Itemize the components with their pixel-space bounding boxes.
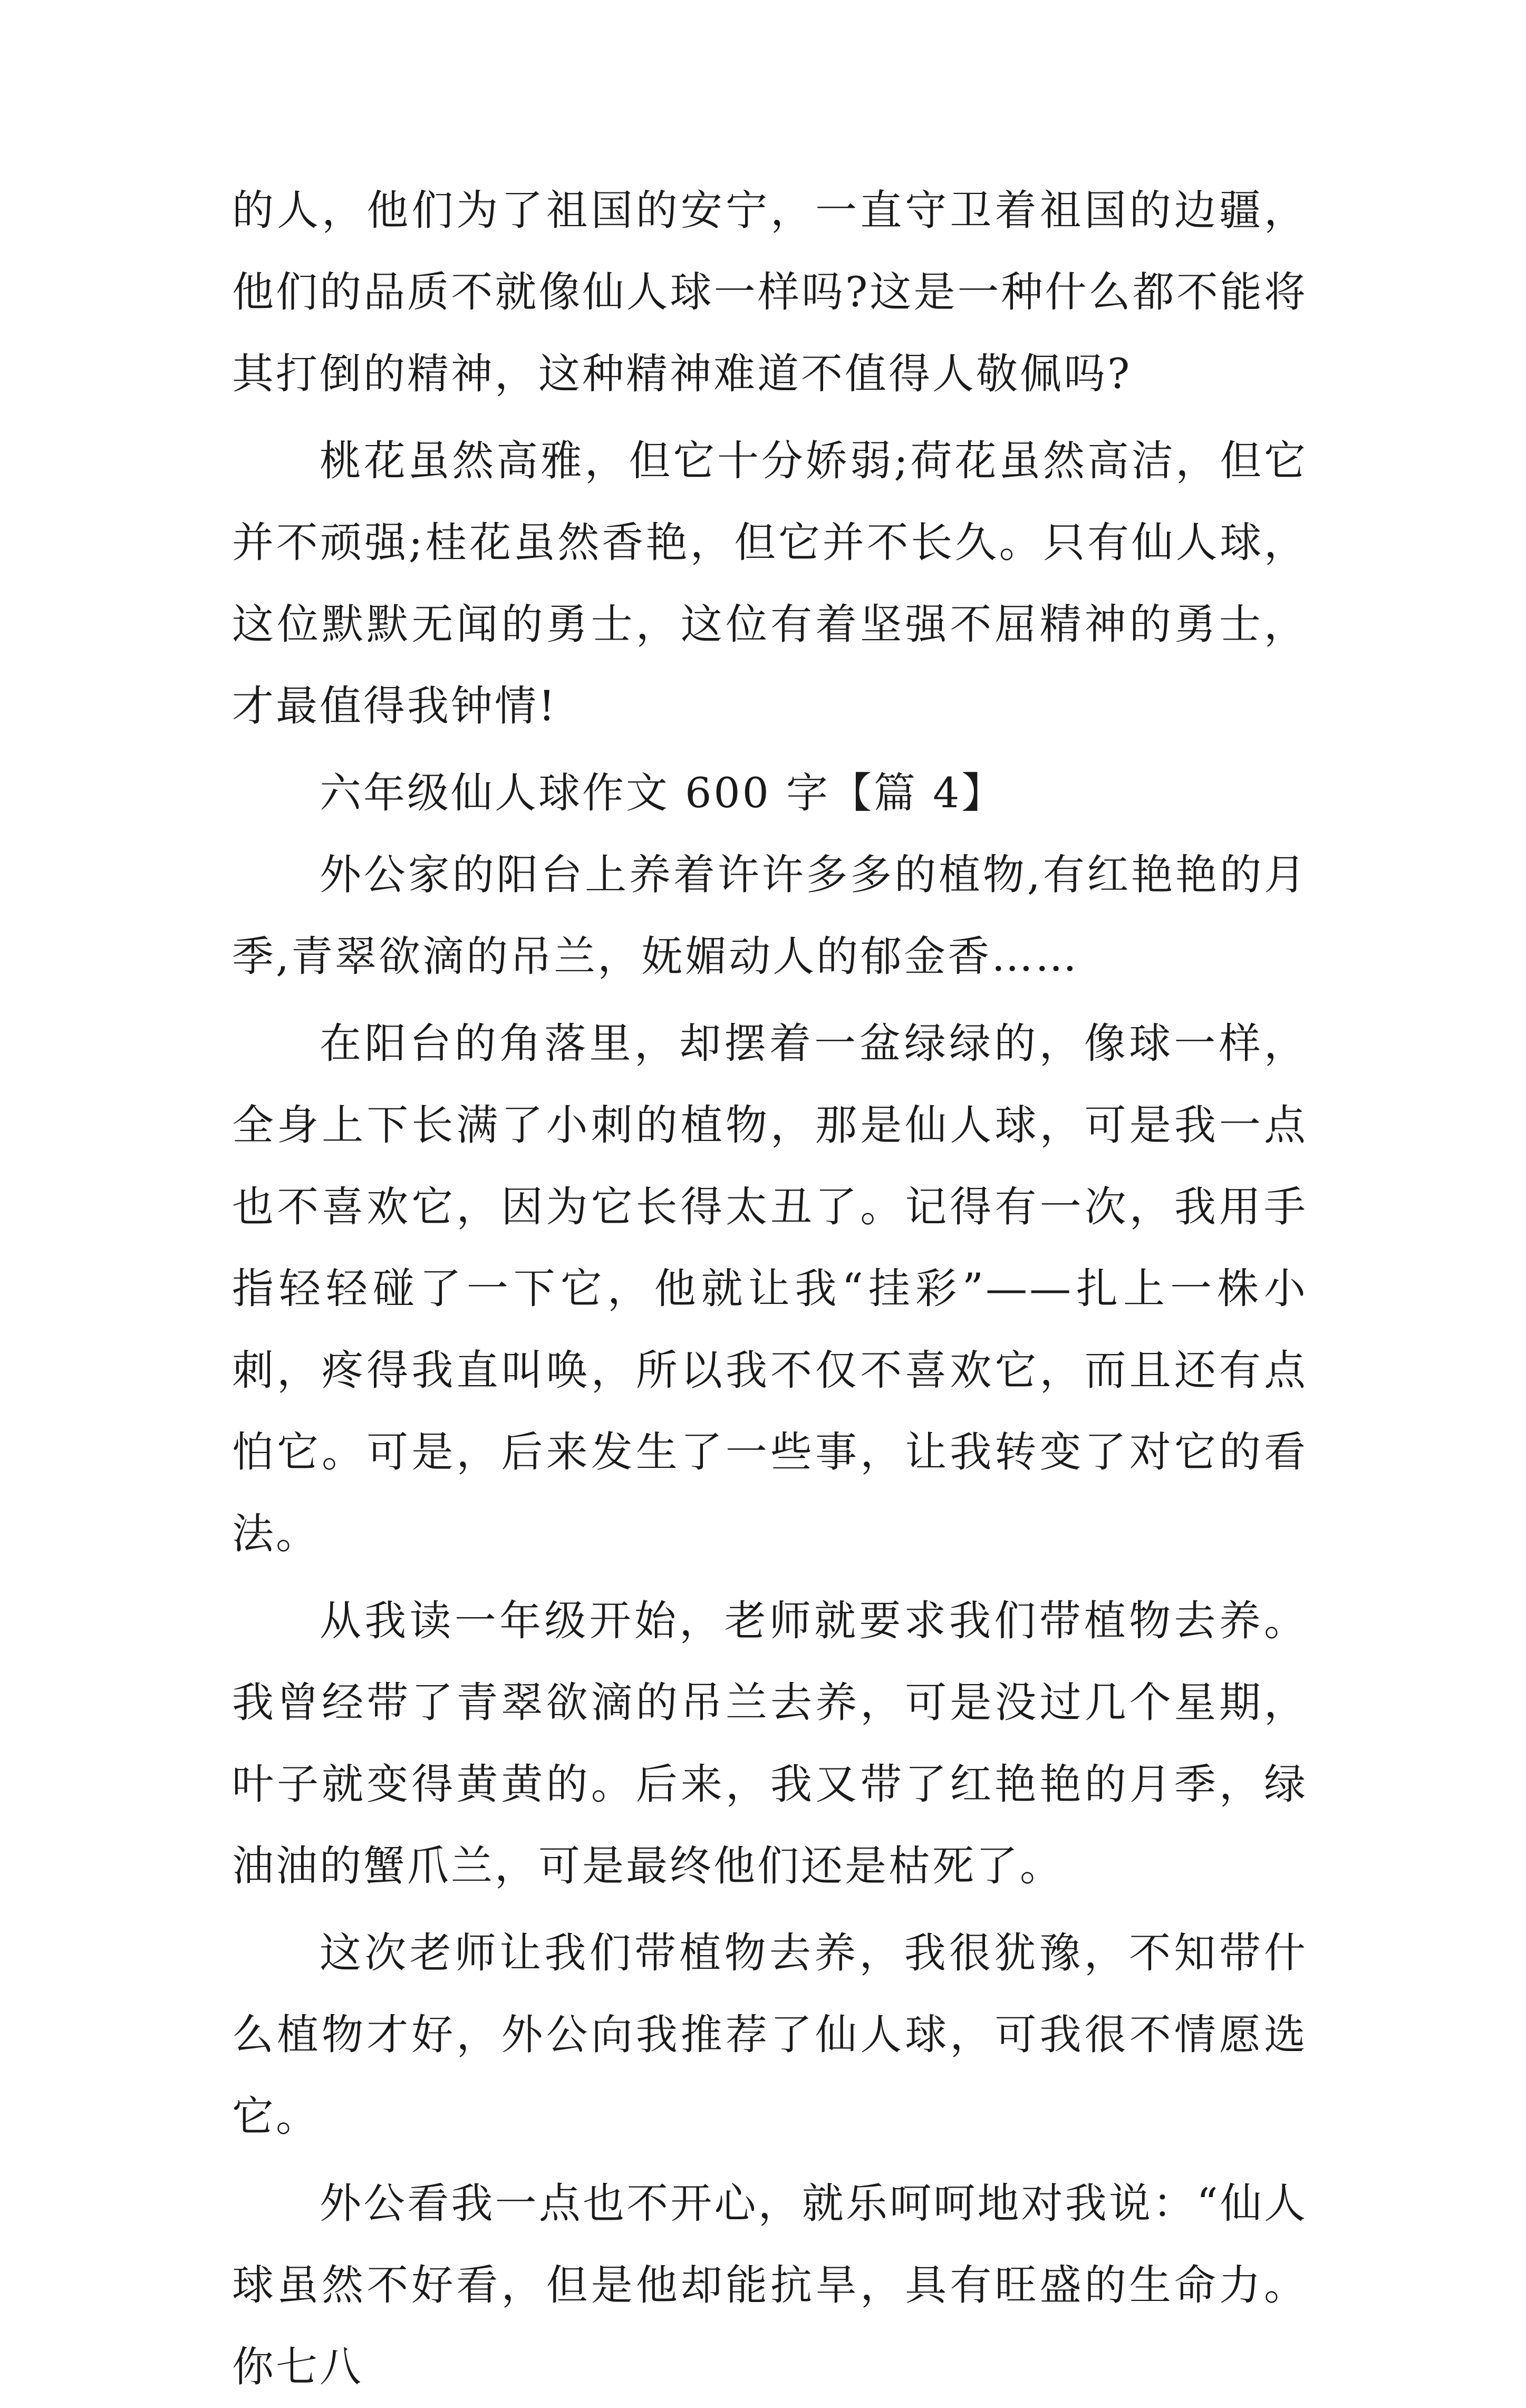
paragraph-3: 外公家的阳台上养着许许多多的植物,有红艳艳的月季,青翠欲滴的吊兰，妩媚动人的郁金香…… — [232, 850, 1308, 981]
paragraph-6: 这次老师让我们带植物去养，我很犹豫，不知带什么植物才好，外公向我推荐了仙人球，可我很不情愿选它。 — [232, 1929, 1308, 2141]
paragraph-2: 桃花虽然高雅，但它十分娇弱;荷花虽然高洁，但它并不顽强;桂花虽然香艳，但它并不长久。只有仙人球，这位默默无闻的勇士，这位有着坚强不屈精神的勇士，才最值得我钟情! — [232, 437, 1308, 730]
document-page — [232, 170, 1308, 2408]
paragraph-4: 在阳台的角落里，却摆着一盆绿绿的，像球一样，全身上下长满了小刺的植物，那是仙人球，可是我一点也不喜欢它，因为它长得太丑了。记得有一次，我用手指轻轻碰了一下它，他就让我“挂彩”——扎上一株小刺，疼得我直叫唤，所以我不仅不喜欢它，而且还有点怕它。可是，后来发生了一些事，让我转变了对它的看法。 — [232, 1019, 1308, 1558]
paragraph-1: 的人，他们为了祖国的安宁，一直守卫着祖国的边疆，他们的品质不就像仙人球一样吗?这是一种什么都不能将其打倒的精神，这种精神难道不值得人敬佩吗? — [232, 186, 1308, 398]
section-heading: 六年级仙人球作文 600 字【篇 4】 — [320, 769, 1006, 817]
paragraph-7: 外公看我一点也不开心，就乐呵呵地对我说：“仙人球虽然不好看，但是他却能抗旱，具有旺盛的生命力。你七八 — [232, 2179, 1308, 2391]
paragraph-5: 从我读一年级开始，老师就要求我们带植物去养。我曾经带了青翠欲滴的吊兰去养，可是没过几个星期，叶子就变得黄黄的。后来，我又带了红艳艳的月季，绿油油的蟹爪兰，可是最终他们还是枯死了。 — [232, 1597, 1308, 1890]
